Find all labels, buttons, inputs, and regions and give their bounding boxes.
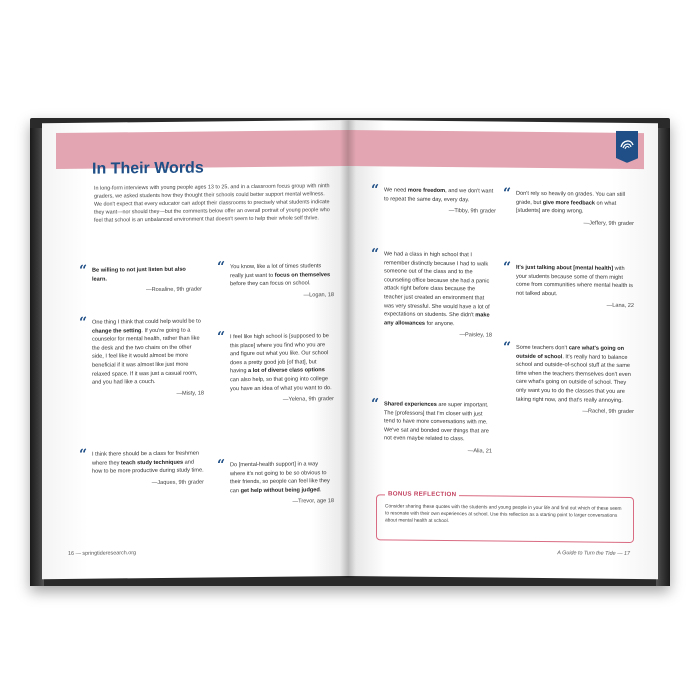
quote-emphasis: make any allowances <box>384 312 490 327</box>
header-band <box>348 130 644 169</box>
quote-emphasis: change the setting <box>92 327 142 335</box>
quote-block <box>371 182 496 216</box>
page-footer: 16 — springtideresearch.org <box>68 550 137 557</box>
quote-emphasis: give more feedback <box>542 199 595 207</box>
quote-text: . It's really hard to balance school and outside-of-school stuff at the same time when the teachers themselves don't even care what's going on outside of school. They only want you to do the classes that you are taking right now, and that's really annoying. <box>516 353 631 404</box>
quote-text: . If you're going to a counselor for mental health, rather than like the desk and the two chairs on the other side, I feel like it would almost be more beneficial if it was almost like just more relaxed space. If it was just a casual room, and you had like a couch. <box>92 327 200 386</box>
quote-attribution: —Lana, 22 <box>606 303 634 310</box>
quote-attribution: —Logan, 18 <box>303 291 334 299</box>
quote-text: . <box>319 487 322 494</box>
quote-text: with your students because some of them might come from communities where mental health is not talked about. <box>516 265 633 297</box>
book-gutter <box>340 120 356 578</box>
quote-text: and how to be more productive during study time. <box>92 459 204 475</box>
quote-text: are super important. The [professors] that I'm closer with just tend to have more conversations with me. We've sat and bonded over things that are not even maybe related to class. <box>384 401 489 443</box>
quote-attribution: —Yelena, 9th grader <box>282 396 334 403</box>
quote-text: , and we don't want to repeat the same day, every day. <box>384 188 494 203</box>
quote-block <box>503 339 634 417</box>
quote-text: for anyone. <box>425 320 455 327</box>
quote-mark-icon: “ <box>79 262 88 279</box>
quote-attribution: —Trevor, age 18 <box>292 498 334 505</box>
quote-block <box>371 246 492 340</box>
quote-emphasis: focus on themselves <box>274 271 331 279</box>
quote-text: One thing I think that could help would be to <box>92 318 201 326</box>
quote-text: Don't rely so heavily on grades. You can still grade, but <box>516 190 625 206</box>
quote-mark-icon: “ <box>503 259 512 276</box>
quote-block <box>503 259 634 311</box>
quote-block <box>217 329 334 405</box>
quote-mark-icon: “ <box>371 396 380 413</box>
quote-mark-icon: “ <box>371 246 380 263</box>
quote-emphasis: get help without being judged <box>240 487 320 494</box>
quote-mark-icon: “ <box>371 182 380 199</box>
quote-block <box>217 457 334 507</box>
book-page-edges-right <box>656 128 670 586</box>
quote-attribution: —Misty, 18 <box>176 390 204 397</box>
quote-mark-icon: “ <box>79 314 88 331</box>
page-footer: A Guide to Turn the Tide — 17 <box>557 550 630 557</box>
quote-attribution: —Alia, 21 <box>467 448 492 455</box>
quote-attribution: —Tibby, 9th grader <box>448 208 496 215</box>
wave-logo-icon <box>616 131 638 159</box>
wave-logo-icon <box>616 131 638 163</box>
left-page <box>42 120 348 579</box>
quote-text: on what [students] are doing wrong. <box>516 200 617 215</box>
quote-attribution: —Jaques, 9th grader <box>151 479 204 486</box>
quote-text: before they can focus on school. <box>230 280 311 288</box>
quote-emphasis: teach study techniques <box>120 459 184 466</box>
quote-attribution: —Paisley, 18 <box>459 332 492 339</box>
quote-emphasis: Shared experiences <box>384 401 437 408</box>
bonus-reflection-title: BONUS REFLECTION <box>385 490 459 498</box>
quote-mark-icon: “ <box>217 329 226 346</box>
page-title: In Their Words <box>92 159 204 178</box>
quote-text: We had a class in high school that I remember distinctly because I had to walk someone out of the class and to the counseling office because she had a panic attack right before class because the teacher just created an environment that was very stressful. She would have a lot of expectations on students. She didn't <box>384 251 490 319</box>
quote-block <box>79 314 204 400</box>
quote-mark-icon: “ <box>503 185 512 202</box>
quote-attribution: —Jeffery, 9th grader <box>583 220 634 227</box>
bonus-reflection-text: Consider sharing these quotes with the students and young people in your life and find out which of these seem to resonate with their own experiences at school. Use this reflection as a starting point to larger conversations about mental health at school. <box>385 504 622 525</box>
quote-text: can also help, so that going into college you have an idea of what you want to do. <box>230 376 332 392</box>
quote-mark-icon: “ <box>503 339 512 356</box>
quote-text: I feel like high school is [supposed to be this place] where you find who you are and figure out what you like. Our school does a pretty good job [of that], but having <box>230 333 329 375</box>
quote-mark-icon: “ <box>217 259 226 276</box>
quote-mark-icon: “ <box>217 457 226 474</box>
quote-block <box>371 396 492 456</box>
quote-block <box>79 446 204 489</box>
quote-emphasis: a lot of diverse class options <box>248 367 325 375</box>
right-page <box>348 120 658 579</box>
quote-text: I think there should be a class for freshmen where they <box>92 450 199 467</box>
quote-attribution: —Rachel, 9th grader <box>582 408 634 416</box>
quote-text: You know, like a lot of times students really just want to <box>230 263 322 279</box>
quote-emphasis: Be willing to not just listen but also learn. <box>92 266 186 283</box>
quote-block <box>217 259 334 300</box>
quote-emphasis: care what's going on outside of school <box>516 345 625 360</box>
quote-text: Do [mental-health support] in a way where it's not going to be so obvious to their friends, so people can feel like they can <box>230 461 330 495</box>
quote-text: Some teachers don't <box>516 344 569 352</box>
quote-block <box>79 262 202 296</box>
quote-emphasis: It's just talking about [mental health] <box>516 264 614 272</box>
quote-mark-icon: “ <box>79 446 88 463</box>
intro-paragraph: In long-form interviews with young people ages 13 to 25, and in a classroom focus group with ninth graders, we asked students how they thought their schools could better support mental wellness. We don't expect that every educator can adopt their classrooms to precisely what students indicate they want—nor should they—but the comments below offer an overall portrait of young people who feel that school is an unbalanced environment that doesn't seem to help their whole self thrive. <box>94 183 330 224</box>
quote-text: We need <box>384 187 408 194</box>
bonus-reflection-box <box>376 490 634 543</box>
quote-block <box>503 185 634 229</box>
quote-emphasis: more freedom <box>407 187 446 195</box>
quote-attribution: —Rosaline, 9th grader <box>146 286 202 294</box>
